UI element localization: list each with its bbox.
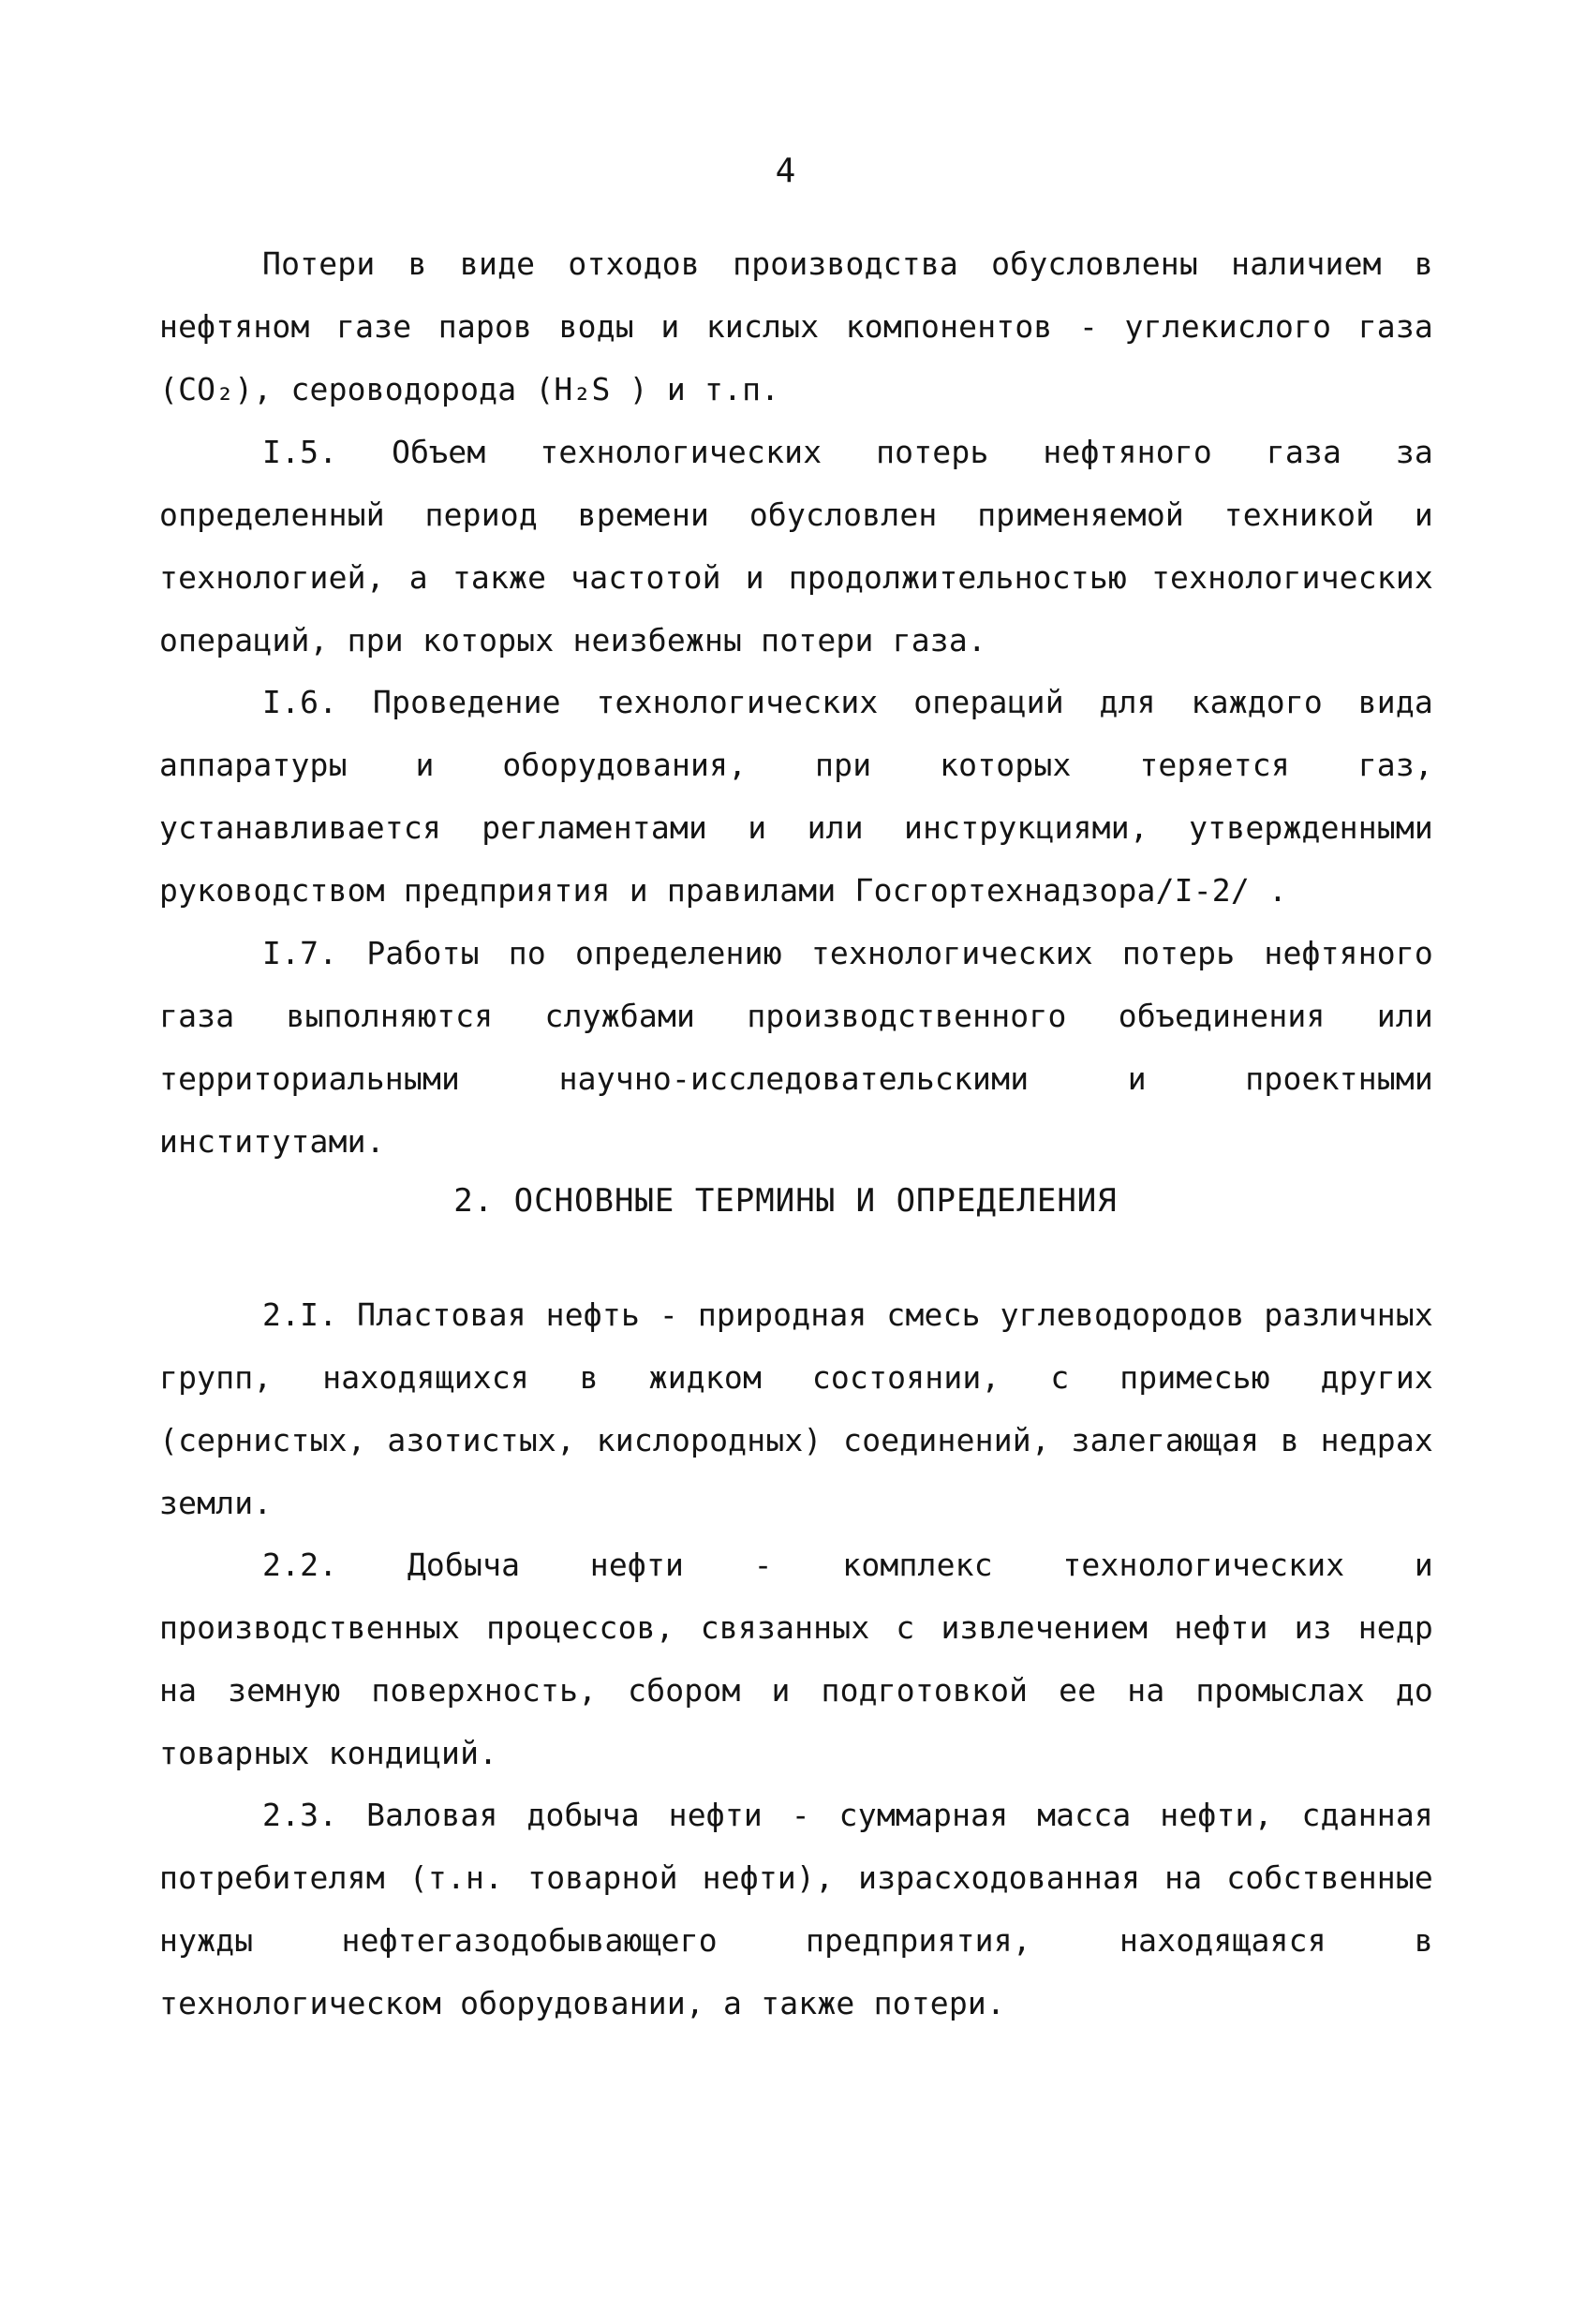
paragraph-loss-waste [159,232,1433,421]
paragraph-text: 2.2. Добыча нефти - комплекс технологических и производственных процессов, связанных с извлечением нефти из недр на земную поверхность, сбором и подготовкой ее на промыслах до товарных кондиций. [159,1547,1433,1771]
paragraph-1-7 [159,922,1433,1173]
paragraph-text: Потери в виде отходов производства обусловлены наличием в нефтяном газе паров воды и кислых компонентов - углекислого газа (CO₂), сероводорода (H₂S ) и т.п. [159,245,1433,407]
paragraph-1-6 [159,671,1433,922]
paragraph-text: I.7. Работы по определению технологических потерь нефтяного газа выполняются службами производственного объединения или территориальными научно-исследовательскими и проектными институтами. [159,935,1433,1160]
paragraph-text: 2.3. Валовая добыча нефти - суммарная масса нефти, сданная потребителям (т.н. товарной нефти), израсходованная на собственные нужды нефтегазодобывающего предприятия, находящаяся в технологическом оборудовании, а также потери. [159,1797,1433,2021]
section-heading: 2. ОСНОВНЫЕ ТЕРМИНЫ И ОПРЕДЕЛЕНИЯ [453,1182,1118,1220]
paragraph-text: I.6. Проведение технологических операций для каждого вида аппаратуры и оборудования, при которых теряется газ, устанавливается регламентами и или инструкциями, утвержденными руководством предприятия и правилами Госгортехнадзора/I-2/ . [159,684,1433,909]
paragraph-2-2 [159,1533,1433,1784]
paragraph-2-1 [159,1283,1433,1534]
paragraph-1-5 [159,421,1433,672]
paragraph-text: I.5. Объем технологических потерь нефтяного газа за определенный период времени обусловлен применяемой техникой и технологией, а также частотой и продолжительностью технологических операций, при которых неизбежны потери газа. [159,434,1433,659]
page-number: 4 [775,152,796,190]
paragraph-2-3 [159,1784,1433,2035]
paragraph-text: 2.I. Пластовая нефть - природная смесь углеводородов различных групп, находящихся в жидком состоянии, с примесью других (сернистых, азотистых, кислородных) соединений, залегающая в недрах земли. [159,1296,1433,1521]
